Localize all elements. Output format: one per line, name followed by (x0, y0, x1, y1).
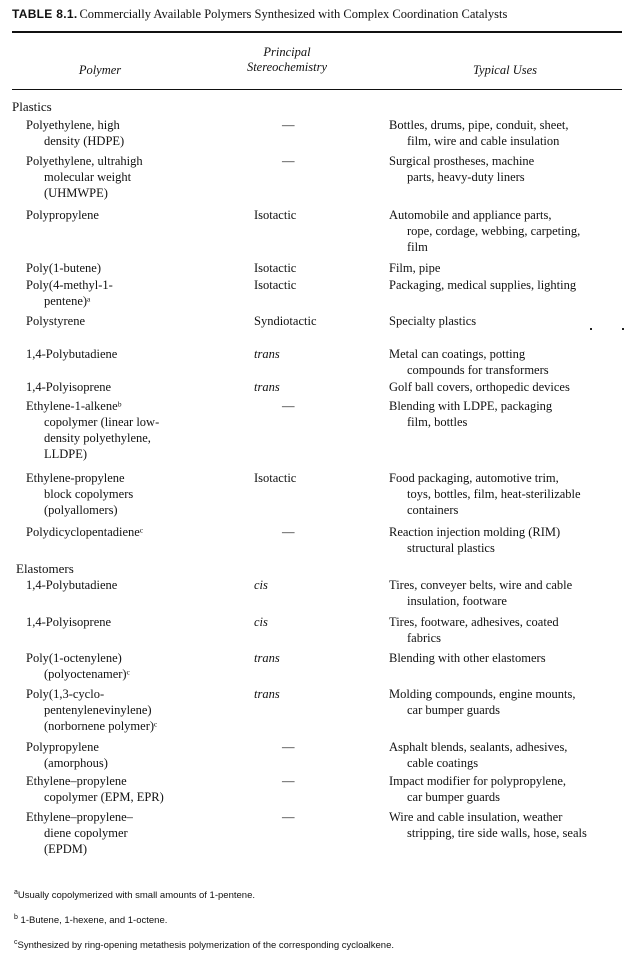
stereochemistry-value: trans (254, 687, 280, 701)
polymer-name-line: Ethylene–propylene– (26, 810, 133, 824)
scan-specks (590, 328, 624, 330)
polymer-name-line: (UHMWPE) (44, 186, 108, 200)
stereochemistry-cell (254, 313, 364, 329)
stereochemistry-value: trans (254, 380, 280, 394)
stereochemistry-cell (254, 346, 364, 362)
typical-uses-line: Blending with other elastomers (389, 651, 546, 665)
polymer-name-line: 1,4-Polyisoprene (26, 380, 112, 394)
typical-uses-cell (389, 577, 634, 609)
polymer-name-line: Poly(1,3-cyclo- (26, 687, 105, 701)
polymer-name-line: pentenylenevinylene) (44, 703, 152, 717)
polymer-name-line: Polypropylene (26, 208, 99, 222)
typical-uses-cell (389, 117, 634, 149)
footnotes (14, 882, 630, 957)
polymer-name-line: copolymer (EPM, EPR) (44, 790, 164, 804)
stereochemistry-value: cis (254, 578, 268, 592)
polymer-name-line: Polyethylene, ultrahigh (26, 154, 143, 168)
typical-uses-line: Impact modifier for polypropylene, (389, 774, 567, 788)
typical-uses-cell (389, 379, 634, 395)
stereochemistry-value: — (282, 154, 295, 168)
polymer-cell (26, 470, 241, 518)
polymer-name-line: (amorphous) (44, 756, 108, 770)
typical-uses-line: toys, bottles, film, heat-sterilizable (407, 487, 581, 501)
typical-uses-cell (389, 524, 634, 556)
stereochemistry-value: Isotactic (254, 261, 297, 275)
polymer-cell (26, 346, 241, 362)
typical-uses-cell (389, 260, 634, 276)
polymer-name-line: Polystyrene (26, 314, 86, 328)
polymer-cell (26, 773, 241, 805)
polymer-name-line: diene copolymer (44, 826, 128, 840)
header-rule (12, 89, 622, 90)
typical-uses-cell (389, 739, 634, 771)
typical-uses-cell (389, 470, 634, 518)
polymer-name-line: (polyoctenamer)ᶜ (44, 667, 130, 681)
stereochemistry-value: Isotactic (254, 278, 297, 292)
typical-uses-line: Tires, footware, adhesives, coated (389, 615, 559, 629)
typical-uses-line: Bottles, drums, pipe, conduit, sheet, (389, 118, 569, 132)
typical-uses-cell (389, 398, 634, 430)
typical-uses-cell (389, 207, 634, 255)
stereochemistry-cell (254, 379, 364, 395)
typical-uses-line: Wire and cable insulation, weather (389, 810, 563, 824)
polymer-name-line: Polyethylene, high (26, 118, 120, 132)
typical-uses-line: Metal can coatings, potting (389, 347, 526, 361)
stereochemistry-cell (254, 686, 364, 702)
polymer-cell (26, 379, 241, 395)
typical-uses-line: car bumper guards (407, 703, 501, 717)
typical-uses-line: structural plastics (407, 541, 495, 555)
typical-uses-cell (389, 773, 634, 805)
polymer-name-line: block copolymers (44, 487, 134, 501)
typical-uses-line: insulation, footware (407, 594, 507, 608)
polymer-name-line: 1,4-Polyisoprene (26, 615, 112, 629)
polymer-name-line: pentene)ᵃ (44, 294, 91, 308)
polymer-name-line: 1,4-Polybutadiene (26, 347, 118, 361)
stereochemistry-cell (254, 614, 364, 630)
polymer-cell (26, 739, 241, 771)
polymer-name-line: 1,4-Polybutadiene (26, 578, 118, 592)
typical-uses-line: rope, cordage, webbing, carpeting, (407, 224, 581, 238)
stereochemistry-cell (254, 650, 364, 666)
stereochemistry-value: trans (254, 651, 280, 665)
typical-uses-line: Surgical prostheses, machine (389, 154, 535, 168)
polymer-name-line: Ethylene-propylene (26, 471, 125, 485)
header-stereochemistry: Principal Stereochemistry (246, 45, 328, 74)
typical-uses-cell (389, 809, 634, 841)
polymer-cell (26, 524, 241, 540)
stereochemistry-value: — (282, 810, 295, 824)
stereochemistry-cell (254, 117, 364, 133)
typical-uses-line: Molding compounds, engine mounts, (389, 687, 576, 701)
stereochemistry-cell (254, 773, 364, 789)
polymer-cell (26, 153, 241, 201)
polymer-name-line: density (HDPE) (44, 134, 125, 148)
typical-uses-cell (389, 650, 634, 666)
polymer-cell (26, 260, 241, 276)
polymer-name-line: Ethylene–propylene (26, 774, 127, 788)
typical-uses-line: compounds for transformers (407, 363, 549, 377)
polymer-name-line: density polyethylene, (44, 431, 151, 445)
typical-uses-line: film, bottles (407, 415, 468, 429)
typical-uses-line: car bumper guards (407, 790, 501, 804)
stereochemistry-cell (254, 260, 364, 276)
footnote-b: $^b$ 1-Butene, 1-hexene, and 1-octene. (14, 914, 168, 927)
typical-uses-line: Automobile and appliance parts, (389, 208, 552, 222)
polymer-name-line: Polydicyclopentadieneᶜ (26, 525, 144, 539)
polymer-name-line: Poly(1-butene) (26, 261, 101, 275)
stereochemistry-cell (254, 809, 364, 825)
polymer-name-line: Poly(4-methyl-1- (26, 278, 113, 292)
stereochemistry-value: cis (254, 615, 268, 629)
typical-uses-line: Golf ball covers, orthopedic devices (389, 380, 570, 394)
stereochemistry-cell (254, 470, 364, 486)
polymer-name-line: (polyallomers) (44, 503, 118, 517)
typical-uses-cell (389, 614, 634, 646)
polymer-cell (26, 398, 241, 462)
typical-uses-line: Film, pipe (389, 261, 441, 275)
typical-uses-cell (389, 346, 634, 378)
stereochemistry-cell (254, 207, 364, 223)
typical-uses-cell (389, 686, 634, 718)
typical-uses-cell (389, 277, 634, 293)
stereochemistry-value: — (282, 525, 295, 539)
header-polymer: Polymer (78, 63, 122, 77)
polymer-cell (26, 686, 241, 734)
polymer-cell (26, 207, 241, 223)
section-heading-elastomers: Elastomers (16, 561, 74, 576)
stereochemistry-value: — (282, 774, 295, 788)
typical-uses-cell (389, 153, 634, 185)
stereochemistry-value: Syndiotactic (254, 314, 317, 328)
footnote-c: $^c$Synthesized by ring-opening metathesis polymerization of the corresponding cycloalkene. (14, 939, 395, 952)
stereochemistry-value: — (282, 740, 295, 754)
polymer-cell (26, 650, 241, 682)
typical-uses-line: Reaction injection molding (RIM) (389, 525, 561, 539)
polymer-name-line: Polypropylene (26, 740, 99, 754)
stereochemistry-value: Isotactic (254, 208, 297, 222)
polymer-name-line: Ethylene-1-alkeneᵇ (26, 399, 122, 413)
stereochemistry-cell (254, 398, 364, 414)
stereochemistry-value: — (282, 399, 295, 413)
typical-uses-line: cable coatings (407, 756, 479, 770)
stereochemistry-value: — (282, 118, 295, 132)
polymer-cell (26, 277, 241, 309)
typical-uses-line: stripping, tire side walls, hose, seals (407, 826, 587, 840)
typical-uses-line: Specialty plastics (389, 314, 477, 328)
header-typical-uses: Typical Uses (473, 63, 537, 77)
polymer-name-line: copolymer (linear low- (44, 415, 160, 429)
polymer-name-line: Poly(1-octenylene) (26, 651, 122, 665)
footnote-a: $^a$Usually copolymerized with small amounts of 1-pentene. (14, 889, 255, 902)
stereochemistry-cell (254, 739, 364, 755)
polymer-name-line: (norbornene polymer)ᶜ (44, 719, 158, 733)
typical-uses-line: Tires, conveyer belts, wire and cable (389, 578, 573, 592)
stereochemistry-cell (254, 524, 364, 540)
stereochemistry-value: trans (254, 347, 280, 361)
section-heading-plastics: Plastics (12, 99, 52, 114)
typical-uses-line: Blending with LDPE, packaging (389, 399, 553, 413)
table-number: TABLE 8.1. (12, 7, 78, 21)
polymer-cell (26, 577, 241, 593)
polymer-name-line: molecular weight (44, 170, 132, 184)
stereochemistry-cell (254, 277, 364, 293)
polymer-cell (26, 809, 241, 857)
stereochemistry-cell (254, 577, 364, 593)
typical-uses-line: Asphalt blends, sealants, adhesives, (389, 740, 568, 754)
table-caption: Commercially Available Polymers Synthesized with Complex Coordination Catalysts (79, 7, 508, 21)
top-rule (12, 31, 622, 33)
polymer-cell (26, 313, 241, 329)
polymer-cell (26, 614, 241, 630)
typical-uses-line: film, wire and cable insulation (407, 134, 560, 148)
table-title (12, 6, 628, 22)
typical-uses-line: Food packaging, automotive trim, (389, 471, 559, 485)
typical-uses-line: containers (407, 503, 459, 517)
polymer-name-line: LLDPE) (44, 447, 88, 461)
typical-uses-line: fabrics (407, 631, 442, 645)
polymer-name-line: (EPDM) (44, 842, 88, 856)
typical-uses-line: parts, heavy-duty liners (407, 170, 525, 184)
typical-uses-line: film (407, 240, 428, 254)
typical-uses-line: Packaging, medical supplies, lighting (389, 278, 577, 292)
stereochemistry-cell (254, 153, 364, 169)
typical-uses-cell (389, 313, 634, 329)
polymer-cell (26, 117, 241, 149)
stereochemistry-value: Isotactic (254, 471, 297, 485)
